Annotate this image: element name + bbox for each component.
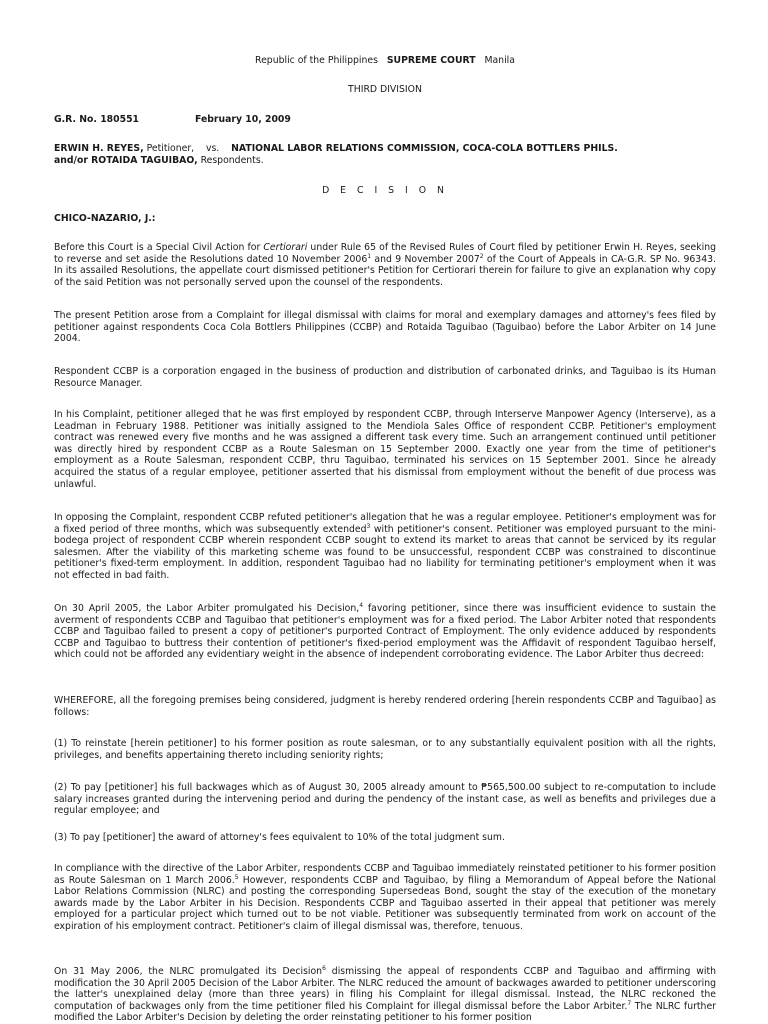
republic-text: Republic of the Philippines bbox=[255, 55, 378, 66]
paragraph-7: WHEREFORE, all the foregoing premises being considered, judgment is hereby rendered ordering [herein respondents CCBP and Taguibao] as follows: bbox=[54, 695, 716, 718]
paragraph-10: (3) To pay [petitioner] the award of attorney's fees equivalent to 10% of the total judgment sum. bbox=[54, 832, 505, 843]
paragraph-text: On 31 May 2006, the NLRC promulgated its Decision bbox=[54, 966, 323, 977]
paragraph-text: and 9 November 2007 bbox=[371, 253, 480, 265]
paragraph-text: The NLRC further modified the Labor Arbiter's Decision by deleting the order reinstating petitioner to his former position bbox=[54, 1000, 716, 1024]
paragraph-11 bbox=[54, 863, 716, 933]
petitioner-role: Petitioner, bbox=[146, 143, 195, 154]
paragraph-8: (1) To reinstate [herein petitioner] to his former position as route salesman, or to any substantially equivalent position with all the rights, privileges, and benefits appertaining thereto including seniority rights; bbox=[54, 738, 716, 761]
footnote-marker[interactable]: 5 bbox=[234, 873, 239, 881]
paragraph-text: under Rule 65 of the Revised Rules of Court filed by petitioner Erwin H. Reyes, seeking to reverse and set aside the Resolutions dated 10 November 2006 bbox=[54, 242, 716, 265]
case-number-line bbox=[54, 114, 291, 125]
petitioner-name: ERWIN H. REYES, bbox=[54, 143, 144, 154]
gr-number: G.R. No. 180551 bbox=[54, 114, 140, 125]
paragraph-text: On 30 April 2005, the Labor Arbiter promulgated his Decision, bbox=[54, 603, 360, 614]
paragraph-text: favoring petitioner, since there was insufficient evidence to sustain the averment of respondents CCBP and Taguibao that petitioner's employment was for a fixed period. The Labor Arbiter noted that respondents CCBP and Taguibao failed to present a copy of petitioner's purported Contract of Employment. The only evidence adduced by respondents CCBP and Taguibao to buttress their contention of petitioner's fixed-period employment was the Affidavit of respondent Taguibao herself, which could not be afforded any evidentiary weight in the absence of independent corroborating evidence. The Labor Arbiter thus decreed: bbox=[54, 603, 716, 661]
respondent-name: NATIONAL LABOR RELATIONS COMMISSION, COCA-COLA BOTTLERS PHILS. bbox=[231, 143, 618, 154]
court-header bbox=[54, 55, 716, 66]
paragraph-9: (2) To pay [petitioner] his full backwages which as of August 30, 2005 already amount to ₱565,500.00 subject to re-computation to include salary increases granted during the intervening period and during the pendency of the instant case, as well as benefits and privileges due a regular employee; and bbox=[54, 782, 716, 817]
division-header: THIRD DIVISION bbox=[348, 84, 422, 95]
paragraph-4: In his Complaint, petitioner alleged that he was first employed by respondent CCBP, through Interserve Manpower Agency (Interserve), as a Leadman in February 1988. Petitioner was initially assigned to the Mendiola Sales Office of respondent CCBP. Petitioner's employment contract was renewed every five months and he was assigned a different task every time. Such an arrangement continued until petitioner was directly hired by respondent CCBP as a Route Salesman on 15 September 2000. Exactly one year from the time of petitioner's employment as a Route Salesman, respondent CCBP, thru Taguibao, terminated his services on 15 September 2001. Since he already acquired the status of a regular employee, petitioner asserted that his dismissal from employment without the benefit of due process was unlawful. bbox=[54, 409, 716, 490]
paragraph-6 bbox=[54, 603, 716, 661]
paragraph-text: dismissing the appeal of respondents CCBP and Taguibao and affirming with modification the 30 April 2005 Decision of the Labor Arbiter. The NLRC reduced the amount of backwages awarded to petitioner underscoring the latter's unexplained delay (more than three years) in filing his Complaint for illegal dismissal. Instead, the NLRC reckoned the computation of backwages only from the time petitioner filed his Complaint for illegal dismissal before the Labor Arbiter. bbox=[54, 966, 717, 1012]
paragraph-text: with petitioner's consent. Petitioner was employed pursuant to the mini-bodega project of respondent CCBP wherein respondent CCBP sought to extend its market to areas that cannot be serviced by its regular salesmen. After the viability of this marketing scheme was found to be unsuccessful, respondent CCBP was constrained to discontinue petitioner's fixed-term employment. In addition, respondent Taguibao had no liability for terminating petitioner's employment when it was not effected in bad faith. bbox=[54, 523, 716, 581]
footnote-marker[interactable]: 6 bbox=[322, 964, 326, 972]
paragraph-12 bbox=[54, 966, 716, 1024]
city-text: Manila bbox=[484, 55, 515, 66]
paragraph-text: However, respondents CCBP and Taguibao, by filing a Memorandum of Appeal before the National Labor Relations Commission (NLRC) and posting the corresponding Supersedeas Bond, sought the stay of the execution of the monetary awards made by the Labor Arbiter in his Decision. Respondents CCBP and Taguibao asserted in their appeal that petitioner was merely employed for a particular project which turned out to be not viable. Petitioner was subsequently terminated from work on account of the expiration of his employment contract. Petitioner's claim of illegal dismissal was, therefore, tenuous. bbox=[54, 874, 717, 932]
footnote-marker[interactable]: 7 bbox=[627, 999, 632, 1007]
respondent-name-2: and/or ROTAIDA TAGUIBAO, bbox=[54, 155, 198, 166]
paragraph-text: of the Court of Appeals in CA-G.R. SP No. 96343. In its assailed Resolutions, the appellate court dismissed petitioner's Petition for Certiorari therein for failure to give an explanation why copy of the said Petition was not personally served upon the counsel of the respondents. bbox=[54, 253, 716, 288]
paragraph-text: In opposing the Complaint, respondent CCBP refuted petitioner's allegation that he was a regular employee. Petitioner's employment was for a fixed period of three months, which was subsequently extended bbox=[54, 512, 716, 535]
respondent-role: Respondents. bbox=[200, 155, 264, 166]
paragraph-2: The present Petition arose from a Complaint for illegal dismissal with claims for moral and exemplary damages and attorney's fees filed by petitioner against respondents Coca Cola Bottlers Philippines (CCBP) and Rotaida Taguibao (Taguibao) before the Labor Arbiter on 14 June 2004. bbox=[54, 310, 716, 345]
decision-title: D E C I S I O N bbox=[322, 185, 448, 196]
footnote-marker[interactable]: 3 bbox=[366, 522, 371, 530]
paragraph-5 bbox=[54, 512, 716, 582]
decision-date: February 10, 2009 bbox=[195, 114, 291, 125]
footnote-marker[interactable]: 2 bbox=[479, 252, 484, 260]
paragraph-text: Before this Court is a Special Civil Action for bbox=[54, 242, 264, 253]
ponente: CHICO-NAZARIO, J.: bbox=[54, 213, 156, 224]
paragraph-1 bbox=[54, 242, 716, 288]
versus-text: vs. bbox=[205, 143, 220, 154]
paragraph-3: Respondent CCBP is a corporation engaged in the business of production and distribution of carbonated drinks, and Taguibao is its Human Resource Manager. bbox=[54, 366, 716, 389]
italic-text: Certiorari bbox=[263, 242, 308, 253]
footnote-marker[interactable]: 4 bbox=[359, 601, 364, 609]
court-name: SUPREME COURT bbox=[386, 55, 476, 66]
case-parties bbox=[54, 143, 716, 167]
footnote-marker[interactable]: 1 bbox=[367, 252, 372, 260]
paragraph-text: In compliance with the directive of the Labor Arbiter, respondents CCBP and Taguibao immediately reinstated petitioner to his former position as Route Salesman on 1 March 2006. bbox=[54, 863, 716, 886]
